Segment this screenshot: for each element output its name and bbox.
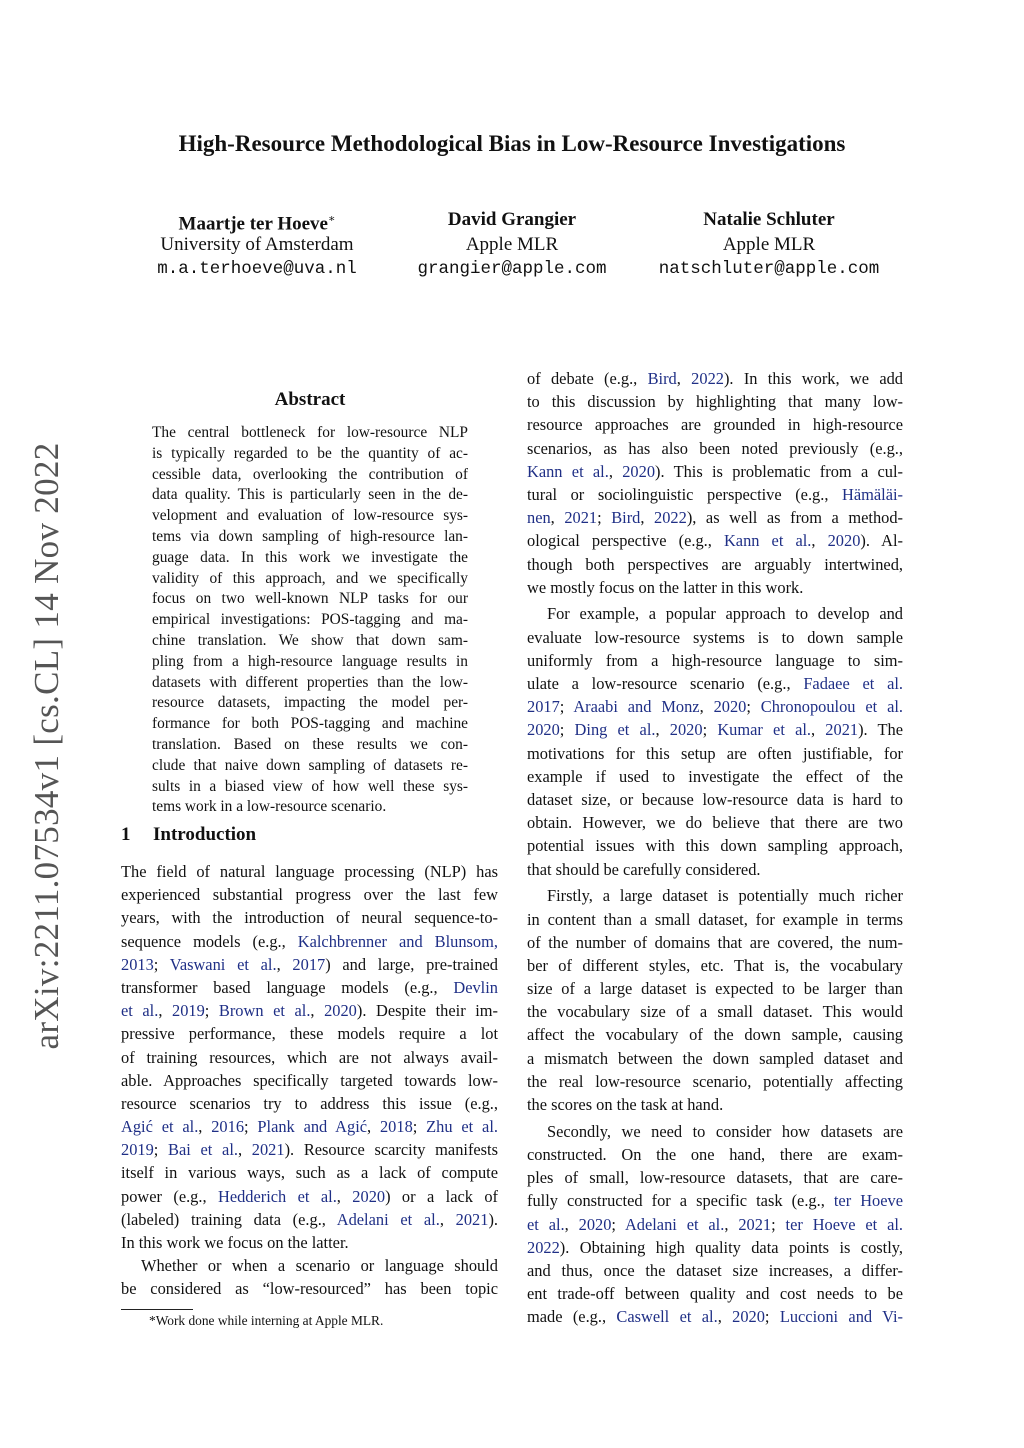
text-line: of training resources, which are not always avail- <box>121 1047 498 1067</box>
text-line: 2017; Araabi and Monz, 2020; Chronopoulou et al. <box>527 697 903 717</box>
text-line: velopment and evaluation of low-resource sys- <box>152 507 468 525</box>
section-heading-introduction <box>121 824 256 846</box>
citation-link[interactable]: 2017 <box>292 954 326 974</box>
text-line: affect the vocabulary of the down sample, causing <box>527 1025 903 1045</box>
text-line: et al., 2020; Adelani et al., 2021; ter Hoeve et al. <box>527 1214 903 1234</box>
citation-link[interactable]: Araabi and Monz <box>573 697 700 717</box>
citation-link[interactable]: Devlin <box>453 977 498 997</box>
author-email[interactable]: grangier@apple.com <box>417 259 607 279</box>
text-line: ent trade-off between quality and cost needs to be <box>527 1284 903 1304</box>
citation-link[interactable]: 2020 <box>324 1001 357 1021</box>
text-line: able. Approaches specifically targeted towards low- <box>121 1070 498 1090</box>
author-affiliation: University of Amsterdam <box>160 234 354 255</box>
author-affiliation: Apple MLR <box>465 234 559 255</box>
text-line: we mostly focus on the latter in this work. <box>527 577 804 597</box>
citation-link[interactable]: Kann et al. <box>527 461 609 481</box>
text-line: resource datasets, impacting the model per- <box>152 694 468 712</box>
text-line: of debate (e.g., Bird, 2022). In this work, we add <box>527 369 903 388</box>
citation-link[interactable]: 2018 <box>379 1117 413 1137</box>
section-title: Introduction <box>153 824 257 845</box>
text-line: tems work in a low-resource scenario. <box>152 798 387 816</box>
text-line: Agić et al., 2016; Plank and Agić, 2018; Zhu et al. <box>121 1117 498 1137</box>
text-line: Whether or when a scenario or language should <box>141 1256 498 1276</box>
text-line: clude that naive down sampling of datasets re- <box>152 756 468 774</box>
text-line: tural or sociolinguistic perspective (e.g., Hämäläi- <box>527 484 903 504</box>
text-line: et al., 2019; Brown et al., 2020). Despite their im- <box>121 1001 498 1021</box>
text-line: made (e.g., Caswell et al., 2020; Luccioni and Vi- <box>527 1307 904 1327</box>
citation-link[interactable]: 2022 <box>691 369 724 388</box>
text-line: ples of small, low-resource datasets, that are care- <box>527 1168 903 1188</box>
author-name: David Grangier <box>447 209 577 230</box>
text-line: the vocabulary size of a small dataset. This would <box>527 1002 903 1022</box>
text-line: size of a large dataset is expected to be larger than <box>527 979 903 999</box>
text-line: Firstly, a large dataset is potentially much richer <box>547 886 903 906</box>
author-block-2 <box>362 207 662 282</box>
citation-link[interactable]: Ding et al. <box>574 720 656 740</box>
citation-link[interactable]: 2016 <box>211 1117 245 1137</box>
arxiv-identifier-stamp <box>27 442 67 1050</box>
text-line: 2020; Ding et al., 2020; Kumar et al., 2021). The <box>527 720 904 740</box>
text-line: The field of natural language processing (NLP) has <box>121 862 498 881</box>
citation-link[interactable]: nen <box>527 508 551 528</box>
citation-link[interactable]: Vaswani et al. <box>169 954 277 974</box>
citation-link[interactable]: 2020 <box>622 461 656 481</box>
citation-link[interactable]: Kumar et al. <box>717 720 811 740</box>
text-line: validity of this approach, and we specifically <box>152 569 468 587</box>
text-line: scenarios, as has also been noted previously (e.g., <box>527 438 903 458</box>
citation-link[interactable]: et al. <box>121 1001 159 1021</box>
text-line: translation. Based on these results we con- <box>152 735 468 753</box>
citation-link[interactable]: 2020 <box>713 697 747 717</box>
text-line: obtain. However, we do believe that there are two <box>527 813 903 833</box>
text-line: datasets with different properties than the low- <box>152 673 468 691</box>
text-line: 2013; Vaswani et al., 2017) and large, pre-trained <box>121 954 499 974</box>
text-line: pling from a high-resource language results in <box>152 652 468 670</box>
text-line: experienced substantial progress over the last few <box>121 885 498 905</box>
citation-link[interactable]: Caswell et al. <box>616 1307 718 1327</box>
text-line: (labeled) training data (e.g., Adelani et al., 2021). <box>121 1209 498 1229</box>
text-line: chine translation. We show that down sam- <box>152 631 468 649</box>
text-line: power (e.g., Hedderich et al., 2020) or a lack of <box>121 1186 498 1206</box>
arxiv-identifier-text: arXiv:2211.07534v1 [cs.CL] 14 Nov 2022 <box>27 442 66 1050</box>
text-line: example if used to investigate the effect of the <box>527 766 903 786</box>
text-line: 2019; Bai et al., 2021). Resource scarcity manifests <box>121 1140 498 1160</box>
text-line: resource approaches are grounded in high-resource <box>527 415 903 435</box>
text-line: ulate a low-resource scenario (e.g., Fadaee et al. <box>527 674 903 694</box>
text-line: the real low-resource scenario, potentially affecting <box>527 1071 903 1091</box>
text-line: transformer based language models (e.g., Devlin <box>121 977 498 997</box>
citation-link[interactable]: ter Hoeve <box>833 1191 903 1211</box>
author-name: Natalie Schluter <box>703 209 835 230</box>
text-line: pressive performance, these models require a lot <box>121 1024 498 1044</box>
citation-link[interactable]: Luccioni and Vi- <box>779 1307 904 1327</box>
citation-link[interactable]: Adelani et al. <box>624 1214 725 1234</box>
text-line: that should be carefully considered. <box>527 859 761 879</box>
section-number: 1 <box>121 824 131 845</box>
footnote-divider <box>121 1309 193 1310</box>
author-email[interactable]: natschluter@apple.com <box>658 259 880 279</box>
text-line: formance for both POS-tagging and machine <box>152 715 468 733</box>
citation-link[interactable]: Zhu et al. <box>426 1117 498 1137</box>
citation-link[interactable]: Hämäläi- <box>842 484 903 504</box>
citation-link[interactable]: 2021 <box>825 720 859 740</box>
text-line: tems via down sampling of high-resource lan- <box>152 527 468 545</box>
citation-link[interactable]: 2021 <box>455 1209 489 1229</box>
text-line: motivations for this setup are often justifiable, for <box>527 743 903 763</box>
text-line: dataset size, or because low-resource data is hard to <box>527 789 903 809</box>
author-name: Maartje ter Hoeve∗ <box>178 213 336 235</box>
text-line: In this work we focus on the latter. <box>121 1233 349 1252</box>
text-line: resource scenarios try to address this issue (e.g., <box>121 1093 498 1113</box>
citation-link[interactable]: Fadaee et al. <box>803 674 903 694</box>
author-affiliation: Apple MLR <box>722 234 816 255</box>
citation-link[interactable]: 2020 <box>827 531 861 551</box>
text-line: nen, 2021; Bird, 2022), as well as from a method- <box>527 508 903 528</box>
right-column-body <box>527 367 903 1328</box>
text-line: Secondly, we need to consider how datasets are <box>547 1121 903 1141</box>
text-line: itself in various ways, such as a lack of compute <box>121 1163 498 1183</box>
text-line: evaluate low-resource systems is to down sample <box>527 627 903 647</box>
citation-link[interactable]: Brown et al. <box>218 1001 311 1021</box>
left-column-body <box>121 860 498 1301</box>
author-block-3 <box>619 207 919 282</box>
paper-title: High-Resource Methodological Bias in Low-Resource Investigations <box>178 131 846 156</box>
citation-link[interactable]: 2020 <box>578 1214 612 1234</box>
citation-link[interactable]: 2020 <box>352 1186 386 1206</box>
citation-link[interactable]: Agić et al. <box>121 1117 199 1137</box>
text-line: 2022). Obtaining high quality data points is costly, <box>527 1237 903 1257</box>
text-line: For example, a popular approach to develop and <box>547 604 903 624</box>
citation-link[interactable]: Hedderich et al. <box>217 1186 337 1206</box>
text-line: in content than a small dataset, for example in terms <box>527 909 903 929</box>
footnote-text: *Work done while interning at Apple MLR. <box>149 1313 384 1328</box>
text-line: uniformly from a high-resource language to sim- <box>527 650 903 670</box>
text-line: is typically regarded to be the quantity of ac- <box>152 444 468 462</box>
citation-link[interactable]: Plank and Agić <box>257 1117 368 1137</box>
text-line: The central bottleneck for low-resource NLP <box>152 424 468 441</box>
citation-link[interactable]: et al. <box>527 1214 565 1234</box>
citation-link[interactable]: 2019 <box>121 1140 154 1160</box>
text-line: empirical investigations: POS-tagging and ma- <box>152 611 468 629</box>
text-line: a mismatch between the down sampled dataset and <box>527 1048 903 1068</box>
text-line: fully constructed for a specific task (e.g., ter Hoeve <box>527 1191 903 1211</box>
citation-link[interactable]: Bird <box>647 369 677 388</box>
citation-link[interactable]: Adelani et al. <box>336 1209 440 1229</box>
text-line: be considered as “low-resourced” has been topic <box>121 1279 498 1299</box>
citation-link[interactable]: Bai et al. <box>168 1140 238 1160</box>
citation-link[interactable]: Kalchbrenner and Blunsom, <box>297 931 498 951</box>
text-line: Kann et al., 2020). This is problematic from a cul- <box>527 461 903 481</box>
author-email[interactable]: m.a.terhoeve@uva.nl <box>157 259 357 279</box>
citation-link[interactable]: 2021 <box>738 1214 772 1234</box>
footnote-mark: ∗ <box>327 213 336 225</box>
citation-link[interactable]: Chronopoulou et al. <box>760 697 903 717</box>
text-line: sults in a biased view of how well these sys- <box>152 777 468 795</box>
text-line: ber of different styles, etc. That is, the vocabulary <box>527 955 903 975</box>
citation-link[interactable]: 2022 <box>654 508 687 528</box>
citation-link[interactable]: 2019 <box>172 1001 205 1021</box>
text-line: and thus, once the dataset size increases, a differ- <box>527 1260 903 1280</box>
text-line: sequence models (e.g., Kalchbrenner and Blunsom, <box>121 931 498 951</box>
text-line: guage data. In this work we investigate the <box>152 548 468 566</box>
citation-link[interactable]: 2017 <box>527 697 560 717</box>
citation-link[interactable]: Kann et al. <box>723 531 812 551</box>
text-line: data quality. This is particularly seen in the de- <box>152 486 468 504</box>
text-line: of the number of domains that are covered, the num- <box>527 932 903 952</box>
text-line: constructed. On the one hand, there are exam- <box>527 1144 903 1164</box>
citation-link[interactable]: 2013 <box>121 954 154 974</box>
citation-link[interactable]: 2021 <box>564 508 598 528</box>
citation-link[interactable]: 2020 <box>527 720 560 740</box>
text-line: though both perspectives are arguably intertwined, <box>527 554 903 574</box>
citation-link[interactable]: 2022 <box>527 1237 560 1257</box>
text-line: potential issues with this down sampling approach, <box>527 836 903 856</box>
citation-link[interactable]: 2020 <box>669 720 703 740</box>
text-line: years, with the introduction of neural sequence-to- <box>121 908 498 928</box>
text-line: focus on two well-known NLP tasks for our <box>152 590 468 608</box>
abstract-body <box>152 423 468 818</box>
citation-link[interactable]: Bird <box>611 508 641 528</box>
citation-link[interactable]: 2020 <box>732 1307 765 1327</box>
text-line: ological perspective (e.g., Kann et al., 2020). Al- <box>527 531 903 551</box>
text-line: the scores on the task at hand. <box>527 1095 724 1114</box>
text-line: cessible data, overlooking the contribution of <box>152 465 468 483</box>
citation-link[interactable]: 2021 <box>251 1140 285 1160</box>
abstract-heading: Abstract <box>274 389 346 410</box>
text-line: to this discussion by highlighting that many low- <box>527 392 903 412</box>
citation-link[interactable]: ter Hoeve et al. <box>785 1214 903 1234</box>
